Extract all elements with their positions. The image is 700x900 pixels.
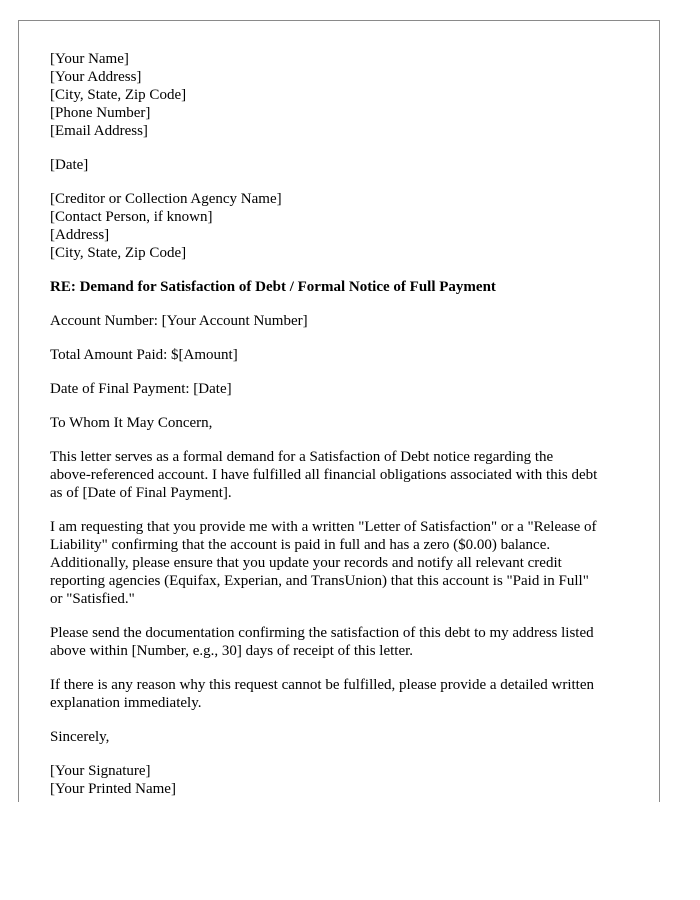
sender-block (50, 50, 640, 140)
printed-name: [Your Printed Name] (50, 781, 176, 797)
sender-email: [Email Address] (50, 123, 148, 139)
paragraph-line: or "Satisfied." (50, 591, 135, 607)
paragraph-line: above-referenced account. I have fulfilled all financial obligations associated with this debt (50, 467, 598, 483)
paragraph-line: explanation immediately. (50, 695, 202, 711)
sender-phone: [Phone Number] (50, 105, 151, 121)
paragraph-line: This letter serves as a formal demand for a Satisfaction of Debt notice regarding the (50, 449, 554, 465)
body-paragraph-3 (50, 624, 640, 660)
recipient-city-state-zip: [City, State, Zip Code] (50, 245, 187, 261)
paragraph-line: Liability" confirming that the account is paid in full and has a zero ($0.00) balance. (50, 537, 551, 553)
sender-name: [Your Name] (50, 51, 129, 67)
paragraph-line: above within [Number, e.g., 30] days of receipt of this letter. (50, 643, 414, 659)
final-payment-date: Date of Final Payment: [Date] (50, 381, 232, 397)
sender-city-state-zip: [City, State, Zip Code] (50, 87, 187, 103)
paragraph-line: as of [Date of Final Payment]. (50, 485, 232, 501)
paragraph-line: Please send the documentation confirming the satisfaction of this debt to my address listed (50, 625, 594, 641)
signature-block (50, 762, 640, 798)
sender-address: [Your Address] (50, 69, 142, 85)
date-block (50, 156, 640, 174)
body-paragraph-4 (50, 676, 640, 712)
body-paragraph-1 (50, 448, 640, 502)
paragraph-line: Additionally, please ensure that you update your records and notify all relevant credit (50, 555, 562, 571)
recipient-name: [Creditor or Collection Agency Name] (50, 191, 282, 207)
subject-line: RE: Demand for Satisfaction of Debt / Formal Notice of Full Payment (50, 279, 496, 295)
recipient-block (50, 190, 640, 262)
account-number: Account Number: [Your Account Number] (50, 313, 308, 329)
paragraph-line: I am requesting that you provide me with a written "Letter of Satisfaction" or a "Release of (50, 519, 597, 535)
paragraph-line: reporting agencies (Equifax, Experian, and TransUnion) that this account is "Paid in Full" (50, 573, 589, 589)
closing: Sincerely, (50, 729, 110, 745)
letter-page (18, 20, 660, 802)
body-paragraph-2 (50, 518, 640, 608)
salutation: To Whom It May Concern, (50, 415, 213, 431)
total-amount-paid: Total Amount Paid: $[Amount] (50, 347, 238, 363)
letter-content (50, 50, 640, 798)
signature-placeholder: [Your Signature] (50, 763, 151, 779)
recipient-contact: [Contact Person, if known] (50, 209, 213, 225)
letter-date: [Date] (50, 157, 89, 173)
recipient-address: [Address] (50, 227, 110, 243)
paragraph-line: If there is any reason why this request cannot be fulfilled, please provide a detailed written (50, 677, 594, 693)
